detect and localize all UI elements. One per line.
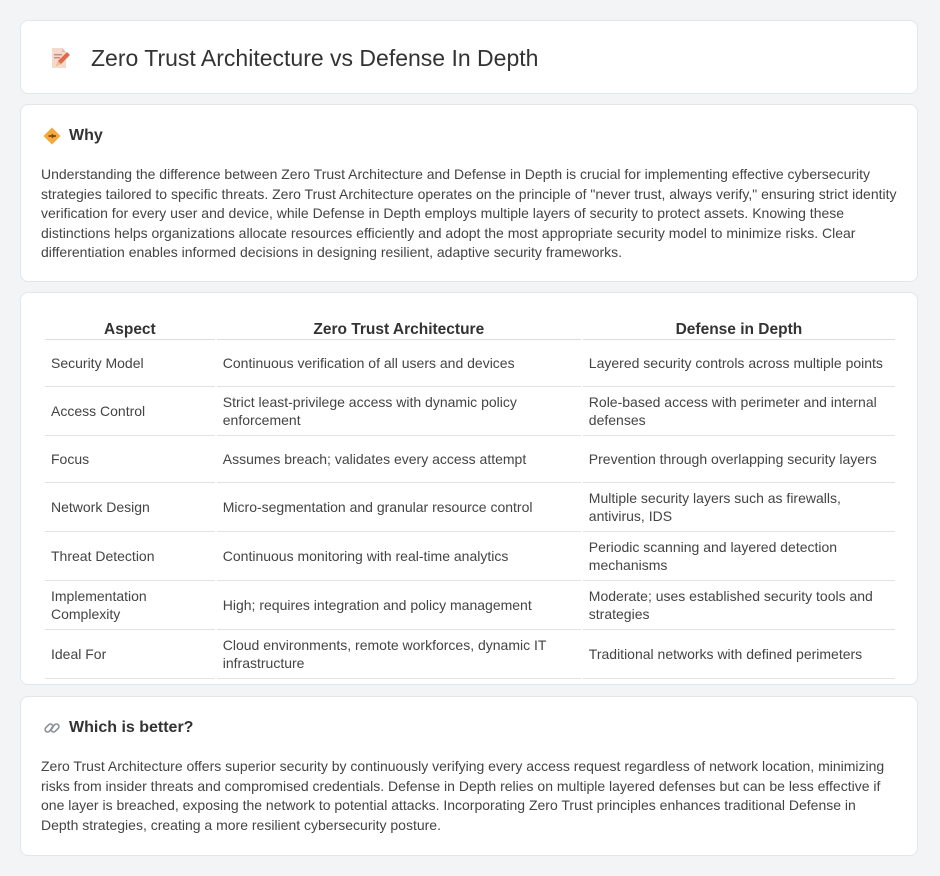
zero-trust-cell: Cloud environments, remote workforces, dynamic IT infrastructure xyxy=(217,630,581,679)
comparison-table xyxy=(43,313,897,679)
table-row xyxy=(45,630,895,679)
document-pencil-icon xyxy=(47,46,71,70)
zero-trust-cell: Micro-segmentation and granular resource control xyxy=(217,483,581,532)
aspect-cell: Security Model xyxy=(45,340,215,387)
why-body: Understanding the difference between Zero Trust Architecture and Defense in Depth is crucial for implementing effective cybersecurity strategies tailored to specific threats. Zero Trust Architecture operates on the principle of "never trust, always verify," ensuring strict identity verification for every user and device, while Defense in Depth employs multiple layers of security to protect assets. Knowing these distinctions helps organizations allocate resources efficiently and adopt the most appropriate security model to minimize risks. Clear differentiation enables informed decisions in designing resilient, adaptive security frameworks. xyxy=(41,166,897,260)
diamond-road-sign-icon xyxy=(43,127,61,145)
table-row xyxy=(45,581,895,630)
zero-trust-cell: Continuous verification of all users and devices xyxy=(217,340,581,387)
table-row xyxy=(45,532,895,581)
which-is-better-section xyxy=(20,696,918,856)
header-aspect: Aspect xyxy=(45,313,215,340)
defense-in-depth-cell: Periodic scanning and layered detection mechanisms xyxy=(583,532,895,581)
link-chain-icon xyxy=(43,719,61,737)
table-row xyxy=(45,483,895,532)
header-zero-trust: Zero Trust Architecture xyxy=(217,313,581,340)
aspect-cell: Implementation Complexity xyxy=(45,581,215,630)
which-is-better-heading: Which is better? xyxy=(69,719,194,736)
defense-in-depth-cell: Prevention through overlapping security layers xyxy=(583,436,895,483)
zero-trust-cell: Assumes breach; validates every access attempt xyxy=(217,436,581,483)
defense-in-depth-cell: Traditional networks with defined perimeters xyxy=(583,630,895,679)
defense-in-depth-cell: Layered security controls across multiple points xyxy=(583,340,895,387)
comparison-card xyxy=(20,292,918,685)
defense-in-depth-cell: Moderate; uses established security tools and strategies xyxy=(583,581,895,630)
defense-in-depth-cell: Role-based access with perimeter and internal defenses xyxy=(583,387,895,436)
aspect-cell: Network Design xyxy=(45,483,215,532)
defense-in-depth-cell: Multiple security layers such as firewalls, antivirus, IDS xyxy=(583,483,895,532)
page-title: Zero Trust Architecture vs Defense In Depth xyxy=(91,44,539,71)
why-heading: Why xyxy=(69,127,103,144)
aspect-cell: Access Control xyxy=(45,387,215,436)
aspect-cell: Ideal For xyxy=(45,630,215,679)
aspect-cell: Focus xyxy=(45,436,215,483)
which-is-better-body: Zero Trust Architecture offers superior security by continuously verifying every access request regardless of network location, minimizing risks from insider threats and compromised credentials. Defense in Depth relies on multiple layered defenses but can be less effective if one layer is breached, exposing the network to potential attacks. Incorporating Zero Trust principles enhances traditional Defense in Depth strategies, creating a more resilient cybersecurity posture. xyxy=(41,758,885,833)
title-card xyxy=(20,20,918,94)
table-header-row xyxy=(45,313,895,340)
table-row xyxy=(45,436,895,483)
table-row xyxy=(45,387,895,436)
why-section xyxy=(20,104,918,282)
header-defense-in-depth: Defense in Depth xyxy=(583,313,895,340)
zero-trust-cell: Continuous monitoring with real-time analytics xyxy=(217,532,581,581)
table-row xyxy=(45,340,895,387)
aspect-cell: Threat Detection xyxy=(45,532,215,581)
zero-trust-cell: Strict least-privilege access with dynamic policy enforcement xyxy=(217,387,581,436)
zero-trust-cell: High; requires integration and policy management xyxy=(217,581,581,630)
